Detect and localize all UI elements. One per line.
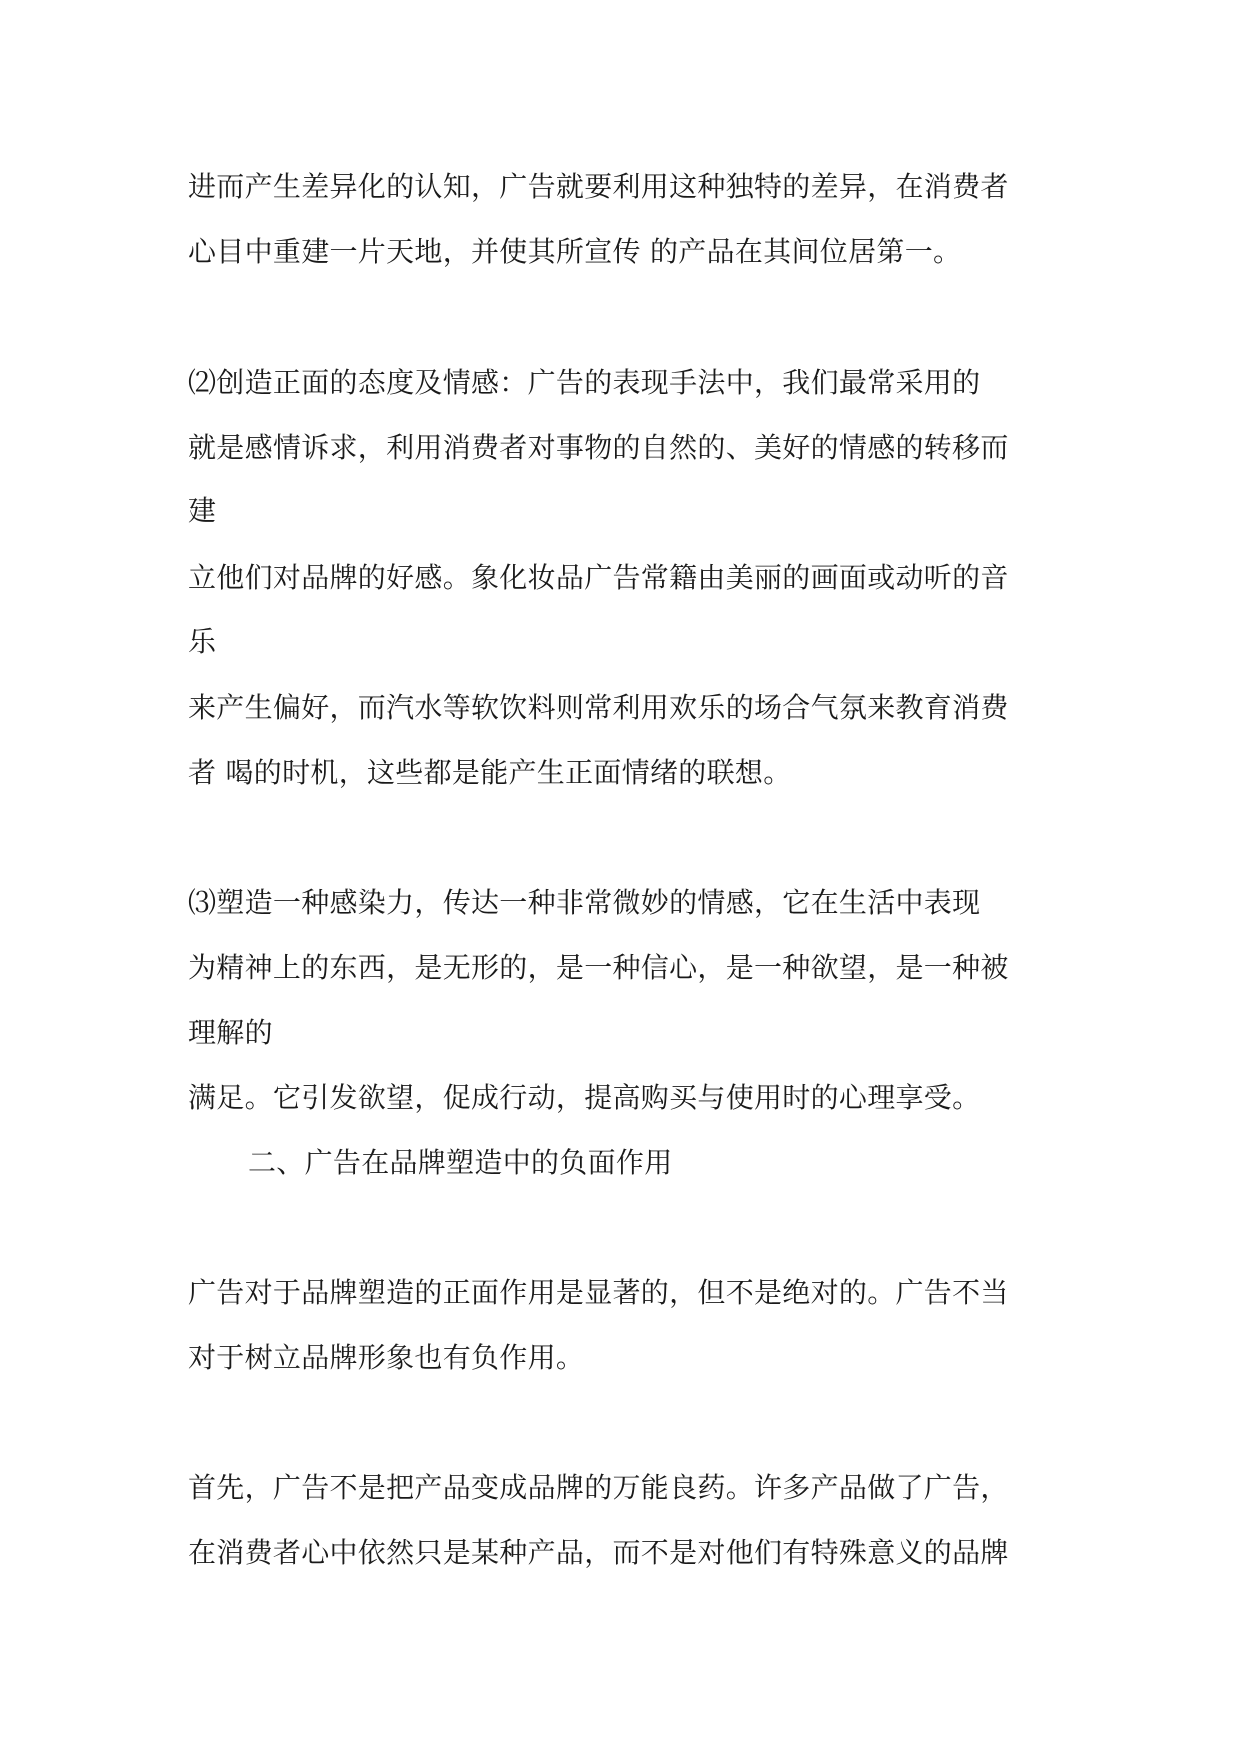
text-line: 心目中重建一片天地，并使其所宣传 的产品在其间位居第一。 xyxy=(188,235,962,268)
text-line: 理解的 xyxy=(188,1016,273,1049)
text-line: 就是感情诉求，利用消费者对事物的自然的、美好的情感的转移而 xyxy=(188,431,1009,464)
text-line: 在消费者心中依然只是某种产品，而不是对他们有特殊意义的品牌 xyxy=(188,1536,1009,1569)
text-line: 来产生偏好，而汽水等软饮料则常利用欢乐的场合气氛来教育消费 xyxy=(188,691,1009,724)
text-line: 建 xyxy=(188,494,217,527)
text-line: 广告对于品牌塑造的正面作用是显著的，但不是绝对的。广告不当 xyxy=(188,1276,1009,1309)
text-line: 立他们对品牌的好感。象化妆品广告常籍由美丽的画面或动听的音 xyxy=(188,561,1009,594)
text-line: ⑶塑造一种感染力，传达一种非常微妙的情感，它在生活中表现 xyxy=(188,886,981,919)
text-line: 者 喝的时机，这些都是能产生正面情绪的联想。 xyxy=(188,756,792,789)
text-line: 乐 xyxy=(188,625,217,658)
text-line: 首先，广告不是把产品变成品牌的万能良药。许多产品做了广告， xyxy=(188,1471,1009,1504)
text-line: ⑵创造正面的态度及情感：广告的表现手法中，我们最常采用的 xyxy=(188,366,981,399)
text-line: 为精神上的东西，是无形的，是一种信心，是一种欲望，是一种被 xyxy=(188,951,1009,984)
text-line: 进而产生差异化的认知，广告就要利用这种独特的差异，在消费者 xyxy=(188,170,1009,203)
section-heading: 二、广告在品牌塑造中的负面作用 xyxy=(248,1146,673,1179)
text-line: 满足。它引发欲望，促成行动，提高购买与使用时的心理享受。 xyxy=(188,1081,981,1114)
text-line: 对于树立品牌形象也有负作用。 xyxy=(188,1341,585,1374)
